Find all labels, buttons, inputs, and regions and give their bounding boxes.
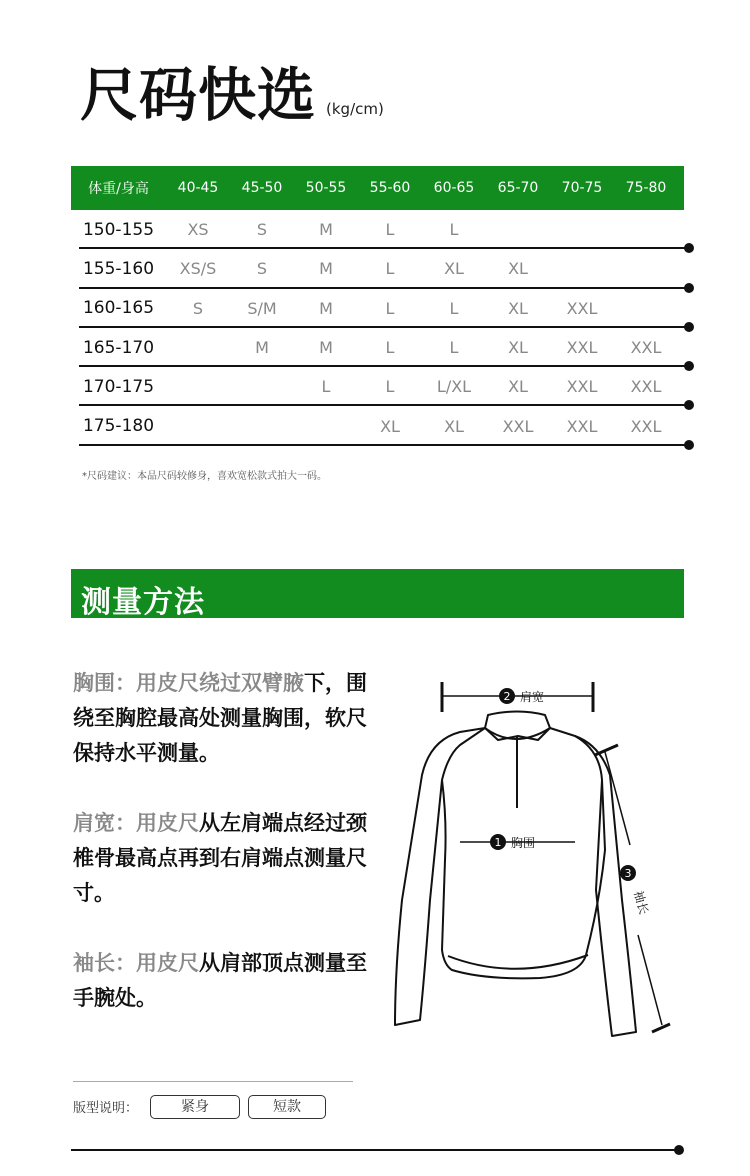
size-cell: L	[449, 338, 459, 358]
shirt-body	[442, 728, 605, 978]
size-cell: XL	[444, 259, 464, 279]
size-cell: M	[255, 338, 269, 358]
chest-key: 胸围：用皮尺绕过双臂腋	[73, 671, 304, 695]
header-cell: 55-60	[369, 180, 411, 196]
collar	[485, 712, 550, 741]
row-divider	[79, 444, 690, 446]
sleeve-text: 从肩部顶点测量至手腕处。	[73, 951, 367, 1010]
size-cell: XL	[508, 377, 528, 397]
size-cell: XS/S	[179, 259, 217, 279]
size-cell: L/XL	[436, 377, 472, 397]
size-cell: XXL	[630, 338, 662, 358]
size-cell: L	[321, 377, 331, 397]
hem	[448, 955, 588, 969]
table-row	[71, 210, 684, 249]
unit-label: (kg/cm)	[326, 100, 384, 118]
size-cell: XL	[444, 416, 464, 436]
shoulder-text: 从左肩端点经过颈椎骨最高点再到右肩端点测量尺寸。	[73, 811, 367, 905]
size-cell: L	[385, 220, 395, 240]
table-row	[71, 249, 684, 288]
sleeve-key: 袖长：用皮尺	[73, 951, 199, 975]
shoulder-label: 肩宽	[520, 690, 545, 704]
size-cell: L	[449, 298, 459, 318]
header-cell: 40-45	[177, 180, 219, 196]
height-cell: 160-165	[82, 298, 155, 319]
fit-option-short: 短款	[248, 1095, 326, 1119]
header-cell: 60-65	[433, 180, 475, 196]
header-cell: 70-75	[561, 180, 603, 196]
page-title: 尺码快选	[80, 61, 317, 129]
fit-label: 版型说明：	[73, 1101, 139, 1116]
sleeve-description	[73, 946, 373, 1016]
bottom-dot	[674, 1145, 684, 1155]
header-cell: 体重/身高	[88, 181, 149, 197]
height-cell: 175-180	[82, 416, 155, 437]
size-cell: XL	[508, 259, 528, 279]
bottom-divider	[71, 1149, 678, 1151]
size-cell: M	[319, 338, 333, 358]
row-dot	[684, 361, 694, 371]
height-cell: 155-160	[82, 258, 155, 279]
height-cell: 165-170	[82, 337, 155, 358]
table-row	[71, 367, 684, 406]
size-cell: XL	[508, 298, 528, 318]
size-cell: L	[385, 298, 395, 318]
size-cell: XS	[187, 220, 209, 240]
row-dot	[684, 400, 694, 410]
shirt-diagram	[390, 670, 680, 1050]
header-cell: 50-55	[305, 180, 347, 196]
size-cell: L	[385, 377, 395, 397]
table-row	[71, 289, 684, 328]
row-dot	[684, 322, 694, 332]
sleeve-label: 袖长	[631, 889, 651, 916]
right-sleeve	[575, 736, 636, 1036]
row-dot	[684, 283, 694, 293]
shoulder-description	[73, 806, 373, 911]
sleeve-num: 3	[624, 867, 632, 880]
size-cell: XXL	[630, 416, 662, 436]
size-table-header	[71, 166, 684, 210]
fit-divider	[73, 1081, 353, 1082]
size-cell: S	[256, 220, 268, 240]
size-cell: XL	[508, 338, 528, 358]
size-cell: L	[385, 338, 395, 358]
size-cell: XXL	[566, 338, 598, 358]
shirt-outline	[395, 728, 485, 1025]
chest-label: 胸围	[511, 836, 536, 850]
height-cell: 170-175	[82, 376, 155, 397]
size-cell: S	[192, 298, 204, 318]
shoulder-num: 2	[503, 690, 511, 703]
size-cell: XXL	[566, 377, 598, 397]
measure-header	[71, 569, 684, 618]
size-cell: L	[449, 220, 459, 240]
size-cell: S/M	[247, 298, 277, 318]
size-cell: XXL	[566, 416, 598, 436]
header-cell: 65-70	[497, 180, 539, 196]
size-table	[71, 166, 684, 446]
title-block	[80, 61, 384, 129]
size-cell: XL	[380, 416, 400, 436]
size-cell: XXL	[502, 416, 534, 436]
size-cell: XXL	[630, 377, 662, 397]
chest-text: 下，围绕至胸腔最高处测量胸围，软尺保持水平测量。	[73, 671, 367, 765]
table-row	[71, 406, 684, 445]
size-cell: M	[319, 220, 333, 240]
size-cell: XXL	[566, 298, 598, 318]
shoulder-key: 肩宽：用皮尺	[73, 811, 199, 835]
size-note: *尺码建议：本品尺码较修身，喜欢宽松款式拍大一码。	[82, 471, 327, 482]
chest-num: 1	[494, 836, 502, 849]
fit-option-tight: 紧身	[150, 1095, 240, 1119]
size-cell: L	[385, 259, 395, 279]
row-dot	[684, 243, 694, 253]
size-cell: S	[256, 259, 268, 279]
table-row	[71, 328, 684, 367]
header-cell: 75-80	[625, 180, 667, 196]
size-cell: M	[319, 259, 333, 279]
measure-title: 测量方法	[81, 585, 205, 620]
header-cell: 45-50	[241, 180, 283, 196]
row-dot	[684, 440, 694, 450]
height-cell: 150-155	[82, 219, 155, 240]
chest-description	[73, 666, 373, 771]
size-cell: M	[319, 298, 333, 318]
